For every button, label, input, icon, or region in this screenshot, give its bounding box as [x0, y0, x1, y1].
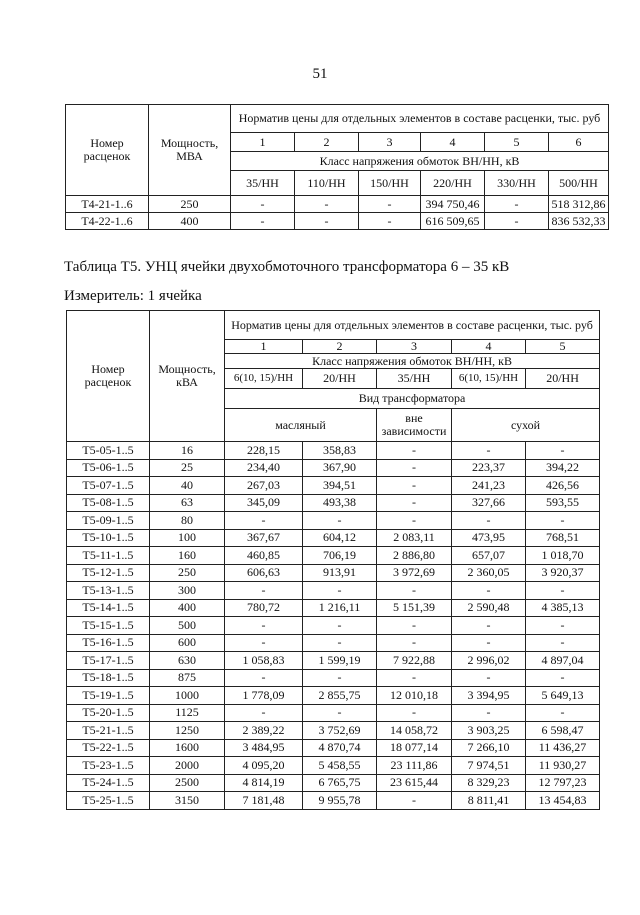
price-cell: 234,40: [225, 459, 303, 477]
cell: 518 312,86: [549, 196, 609, 213]
price-cell: 12 010,18: [377, 687, 452, 705]
price-cell: -: [452, 669, 526, 687]
price-cell: 367,67: [225, 529, 303, 547]
row-power: 3150: [150, 792, 225, 810]
table-t4-continuation: [65, 104, 609, 230]
price-cell: -: [303, 669, 377, 687]
voltage-cell: 6(10, 15)/НН: [452, 369, 526, 389]
price-cell: 3 903,25: [452, 722, 526, 740]
row-code: Т5-17-1..5: [67, 652, 150, 670]
type-dry: сухой: [452, 409, 600, 442]
price-cell: 394,51: [303, 477, 377, 495]
row-code: Т5-08-1..5: [67, 494, 150, 512]
price-cell: 327,66: [452, 494, 526, 512]
table-row: [67, 529, 600, 547]
header-power: Мощность, кВА: [150, 311, 225, 442]
col-index: 1: [231, 133, 295, 152]
price-cell: 426,56: [526, 477, 600, 495]
price-cell: 3 920,37: [526, 564, 600, 582]
price-cell: 780,72: [225, 599, 303, 617]
col-index: 3: [359, 133, 421, 152]
price-cell: 5 649,13: [526, 687, 600, 705]
price-cell: 3 752,69: [303, 722, 377, 740]
row-code: Т5-07-1..5: [67, 477, 150, 495]
table-row: [67, 757, 600, 775]
price-cell: 6 598,47: [526, 722, 600, 740]
cell: 394 750,46: [421, 196, 485, 213]
row-code: Т5-19-1..5: [67, 687, 150, 705]
price-cell: -: [377, 477, 452, 495]
price-cell: 4 095,20: [225, 757, 303, 775]
table-row: [67, 722, 600, 740]
price-cell: 460,85: [225, 547, 303, 565]
row-code: Т5-16-1..5: [67, 634, 150, 652]
header-number: Номер расценок: [67, 311, 150, 442]
price-cell: 394,22: [526, 459, 600, 477]
price-cell: 7 922,88: [377, 652, 452, 670]
price-cell: -: [526, 582, 600, 600]
price-cell: -: [377, 512, 452, 530]
col-index: 2: [303, 340, 377, 354]
row-power: 630: [150, 652, 225, 670]
row-code: Т5-18-1..5: [67, 669, 150, 687]
price-cell: 604,12: [303, 529, 377, 547]
price-cell: 9 955,78: [303, 792, 377, 810]
price-cell: 11 436,27: [526, 739, 600, 757]
price-cell: 11 930,27: [526, 757, 600, 775]
voltage-cell: 20/НН: [526, 369, 600, 389]
price-cell: 606,63: [225, 564, 303, 582]
table-row: [67, 669, 600, 687]
measurement-unit: Измеритель: 1 ячейка: [64, 288, 202, 304]
price-cell: 8 329,23: [452, 774, 526, 792]
price-cell: 2 886,80: [377, 547, 452, 565]
table-row: [67, 739, 600, 757]
row-code: Т5-25-1..5: [67, 792, 150, 810]
price-cell: -: [225, 512, 303, 530]
price-cell: -: [377, 704, 452, 722]
row-power: 100: [150, 529, 225, 547]
price-cell: -: [377, 669, 452, 687]
row-code: Т5-14-1..5: [67, 599, 150, 617]
row-power: 2000: [150, 757, 225, 775]
price-cell: 23 111,86: [377, 757, 452, 775]
price-cell: 12 797,23: [526, 774, 600, 792]
table-row: [67, 494, 600, 512]
row-code: Т5-23-1..5: [67, 757, 150, 775]
table-row: [67, 704, 600, 722]
price-cell: -: [452, 704, 526, 722]
price-cell: 2 590,48: [452, 599, 526, 617]
row-power: 25: [150, 459, 225, 477]
voltage-cell: 220/НН: [421, 171, 485, 196]
row-power: 875: [150, 669, 225, 687]
price-cell: 4 897,04: [526, 652, 600, 670]
price-cell: 593,55: [526, 494, 600, 512]
price-cell: -: [377, 617, 452, 635]
price-cell: 1 778,09: [225, 687, 303, 705]
price-cell: 657,07: [452, 547, 526, 565]
voltage-cell: 110/НН: [295, 171, 359, 196]
price-cell: 228,15: [225, 442, 303, 460]
row-code: Т5-21-1..5: [67, 722, 150, 740]
price-cell: -: [303, 634, 377, 652]
table-t5: [66, 310, 600, 810]
cell: -: [231, 213, 295, 230]
row-power: 250: [150, 564, 225, 582]
row-power: 1600: [150, 739, 225, 757]
table-row: [67, 687, 600, 705]
voltage-cell: 20/НН: [303, 369, 377, 389]
header-voltage-class: Класс напряжения обмоток ВН/НН, кВ: [225, 354, 600, 369]
table-row: [67, 617, 600, 635]
cell: -: [231, 196, 295, 213]
row-code: Т5-05-1..5: [67, 442, 150, 460]
voltage-cell: 150/НН: [359, 171, 421, 196]
cell: -: [485, 196, 549, 213]
price-cell: -: [225, 669, 303, 687]
price-cell: 7 181,48: [225, 792, 303, 810]
price-cell: 4 870,74: [303, 739, 377, 757]
price-cell: 3 394,95: [452, 687, 526, 705]
row-power: 1250: [150, 722, 225, 740]
row-power: 80: [150, 512, 225, 530]
header-transformer-type: Вид трансформатора: [225, 389, 600, 409]
price-cell: -: [526, 512, 600, 530]
table-row: [67, 564, 600, 582]
price-cell: 267,03: [225, 477, 303, 495]
price-cell: -: [303, 582, 377, 600]
row-power: 160: [150, 547, 225, 565]
price-cell: 345,09: [225, 494, 303, 512]
price-cell: 706,19: [303, 547, 377, 565]
price-cell: 1 018,70: [526, 547, 600, 565]
price-cell: -: [526, 634, 600, 652]
table-row: [67, 582, 600, 600]
table-row: [67, 652, 600, 670]
type-any: вне зависимости: [377, 409, 452, 442]
col-index: 2: [295, 133, 359, 152]
table-row: [67, 792, 600, 810]
row-power: 16: [150, 442, 225, 460]
table-row: [67, 459, 600, 477]
row-code: Т5-13-1..5: [67, 582, 150, 600]
price-cell: -: [303, 512, 377, 530]
row-power: 2500: [150, 774, 225, 792]
price-cell: 5 151,39: [377, 599, 452, 617]
price-cell: -: [452, 512, 526, 530]
row-code: Т5-09-1..5: [67, 512, 150, 530]
table-row: [67, 442, 600, 460]
price-cell: 7 266,10: [452, 739, 526, 757]
row-code: Т5-22-1..5: [67, 739, 150, 757]
header-norm: Норматив цены для отдельных элементов в составе расценки, тыс. руб: [231, 105, 609, 133]
price-cell: 2 389,22: [225, 722, 303, 740]
price-cell: 23 615,44: [377, 774, 452, 792]
price-cell: 358,83: [303, 442, 377, 460]
price-cell: -: [225, 634, 303, 652]
voltage-cell: 6(10, 15)/НН: [225, 369, 303, 389]
price-cell: -: [452, 442, 526, 460]
row-power: 1000: [150, 687, 225, 705]
price-cell: 493,38: [303, 494, 377, 512]
price-cell: -: [377, 442, 452, 460]
page-number: 51: [312, 66, 328, 82]
header-voltage-class: Класс напряжения обмоток ВН/НН, кВ: [231, 152, 609, 171]
row-power: 63: [150, 494, 225, 512]
row-power: 500: [150, 617, 225, 635]
row-power: 600: [150, 634, 225, 652]
col-index: 1: [225, 340, 303, 354]
price-cell: 6 765,75: [303, 774, 377, 792]
price-cell: 2 996,02: [452, 652, 526, 670]
price-cell: 2 855,75: [303, 687, 377, 705]
price-cell: 1 058,83: [225, 652, 303, 670]
voltage-cell: 35/НН: [377, 369, 452, 389]
row-code: Т5-20-1..5: [67, 704, 150, 722]
price-cell: 7 974,51: [452, 757, 526, 775]
price-cell: -: [526, 442, 600, 460]
header-power: Мощность, МВА: [149, 105, 231, 196]
row-power: 400: [150, 599, 225, 617]
cell: 616 509,65: [421, 213, 485, 230]
col-index: 4: [452, 340, 526, 354]
price-cell: -: [225, 617, 303, 635]
price-cell: -: [303, 704, 377, 722]
price-cell: 13 454,83: [526, 792, 600, 810]
price-cell: -: [377, 494, 452, 512]
price-cell: -: [225, 582, 303, 600]
table-row: [66, 196, 609, 213]
cell: 836 532,33: [549, 213, 609, 230]
voltage-cell: 500/НН: [549, 171, 609, 196]
price-cell: 18 077,14: [377, 739, 452, 757]
col-index: 5: [526, 340, 600, 354]
price-cell: -: [377, 634, 452, 652]
row-code: Т5-11-1..5: [67, 547, 150, 565]
row-power: 40: [150, 477, 225, 495]
table-caption: Таблица Т5. УНЦ ячейки двухобмоточного трансформатора 6 – 35 кВ: [64, 259, 510, 275]
price-cell: -: [452, 634, 526, 652]
price-cell: -: [303, 617, 377, 635]
price-cell: 4 385,13: [526, 599, 600, 617]
price-cell: 241,23: [452, 477, 526, 495]
price-cell: 14 058,72: [377, 722, 452, 740]
row-code: Т5-12-1..5: [67, 564, 150, 582]
table-row: [66, 213, 609, 230]
cell: Т4-21-1..6: [66, 196, 149, 213]
table-row: [67, 599, 600, 617]
header-norm: Норматив цены для отдельных элементов в составе расценки, тыс. руб: [225, 311, 600, 340]
price-cell: 4 814,19: [225, 774, 303, 792]
row-power: 1125: [150, 704, 225, 722]
price-cell: -: [526, 704, 600, 722]
row-code: Т5-06-1..5: [67, 459, 150, 477]
price-cell: 367,90: [303, 459, 377, 477]
type-oil: масляный: [225, 409, 377, 442]
price-cell: -: [526, 617, 600, 635]
price-cell: 1 599,19: [303, 652, 377, 670]
price-cell: -: [225, 704, 303, 722]
price-cell: 1 216,11: [303, 599, 377, 617]
cell: -: [359, 196, 421, 213]
table-row: [67, 512, 600, 530]
cell: -: [359, 213, 421, 230]
price-cell: 2 083,11: [377, 529, 452, 547]
price-cell: 3 972,69: [377, 564, 452, 582]
cell: -: [295, 213, 359, 230]
price-cell: 768,51: [526, 529, 600, 547]
table-row: [67, 774, 600, 792]
col-index: 4: [421, 133, 485, 152]
table-row: [67, 477, 600, 495]
cell: 250: [149, 196, 231, 213]
table-row: [67, 547, 600, 565]
price-cell: -: [377, 459, 452, 477]
price-cell: 2 360,05: [452, 564, 526, 582]
row-code: Т5-15-1..5: [67, 617, 150, 635]
price-cell: 473,95: [452, 529, 526, 547]
row-code: Т5-10-1..5: [67, 529, 150, 547]
cell: 400: [149, 213, 231, 230]
price-cell: -: [526, 669, 600, 687]
price-cell: -: [452, 582, 526, 600]
col-index: 3: [377, 340, 452, 354]
row-code: Т5-24-1..5: [67, 774, 150, 792]
price-cell: 3 484,95: [225, 739, 303, 757]
col-index: 6: [549, 133, 609, 152]
row-power: 300: [150, 582, 225, 600]
price-cell: -: [377, 582, 452, 600]
price-cell: 223,37: [452, 459, 526, 477]
cell: -: [485, 213, 549, 230]
cell: -: [295, 196, 359, 213]
voltage-cell: 330/НН: [485, 171, 549, 196]
price-cell: 913,91: [303, 564, 377, 582]
price-cell: 8 811,41: [452, 792, 526, 810]
table-row: [67, 634, 600, 652]
voltage-cell: 35/НН: [231, 171, 295, 196]
cell: Т4-22-1..6: [66, 213, 149, 230]
col-index: 5: [485, 133, 549, 152]
price-cell: -: [452, 617, 526, 635]
header-number: Номер расценок: [66, 105, 149, 196]
price-cell: -: [377, 792, 452, 810]
price-cell: 5 458,55: [303, 757, 377, 775]
